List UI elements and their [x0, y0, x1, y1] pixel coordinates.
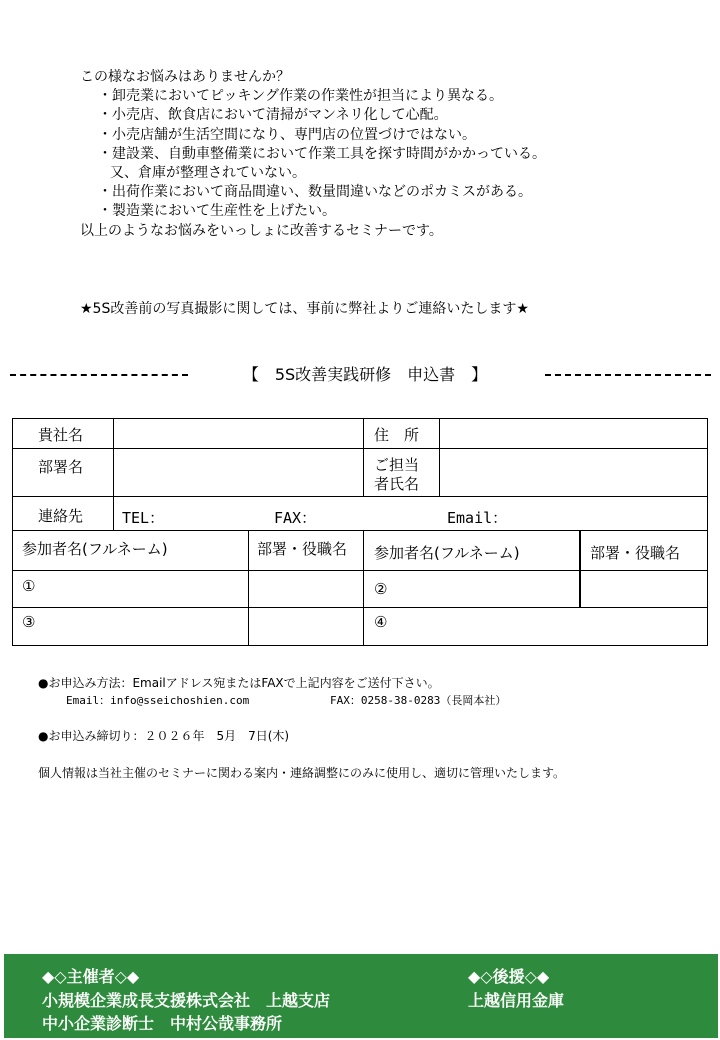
form-title-row — [0, 362, 720, 388]
intro-item: 又、倉庫が整理されていない。 — [110, 165, 306, 182]
dashed-divider-right — [545, 374, 711, 376]
contact-person-label — [374, 456, 419, 494]
address-label: 住 所 — [374, 426, 420, 444]
intro-item: ・建設業、自動車整備業において作業工具を探す時間がかかっている。 — [98, 145, 546, 162]
email-label: Email： — [447, 509, 508, 527]
dashed-divider-left — [10, 374, 188, 376]
intro-item: ・卸売業においてピッキング作業の作業性が担当により異なる。 — [98, 88, 504, 105]
contact-person-label-line: ご担当 — [374, 456, 420, 474]
intro-item: ・出荷作業において商品間違い、数量間違いなどのポカミスがある。 — [98, 184, 532, 201]
table-border — [12, 645, 708, 646]
privacy-notice: 個人情報は当社主催のセミナーに関わる案内・連絡調整にのみに使用し、適切に管理いたします。 — [38, 766, 566, 780]
table-col-line — [439, 418, 440, 497]
intro-section — [80, 68, 546, 241]
participant-role-header: 部署・役職名 — [590, 544, 681, 562]
organizer-label: ◆◇主催者◇◆ — [42, 967, 140, 986]
application-fax: FAX：0258-38-0283（長岡本社） — [330, 694, 507, 707]
table-border — [707, 418, 708, 646]
participant-number: ③ — [22, 613, 36, 631]
participant-number: ① — [22, 577, 36, 595]
application-email: Email：info@sseichoshien.com — [66, 694, 250, 707]
table-row-line — [12, 607, 708, 608]
table-border — [12, 418, 708, 419]
table-col-line — [113, 496, 114, 531]
application-deadline: ●お申込み締切り：２０２６年 5月 7日(木) — [38, 729, 290, 743]
participant-number: ② — [374, 580, 388, 598]
participant-name-header: 参加者名(フルネーム) — [374, 544, 520, 562]
table-col-line — [579, 530, 581, 608]
table-col-line — [363, 418, 364, 497]
organizer-company: 小規模企業成長支援株式会社 上越支店 — [42, 991, 331, 1010]
table-row-line — [12, 496, 708, 497]
intro-question: この様なお悩みはありませんか？ — [80, 69, 290, 85]
participant-name-header: 参加者名(フルネーム) — [22, 540, 168, 558]
contact-person-label-line: 者氏名 — [374, 475, 420, 493]
application-method: ●お申込み方法：Emailアドレス宛またはFAXで上記内容をご送付下さい。 — [38, 676, 440, 690]
department-input[interactable] — [120, 452, 358, 492]
fax-label: FAX： — [274, 509, 317, 527]
contact-person-input[interactable] — [444, 452, 702, 492]
table-col-line — [113, 418, 114, 497]
intro-item: ・製造業において生産性を上げたい。 — [98, 203, 336, 220]
support-label: ◆◇後援◇◆ — [468, 967, 550, 986]
tel-label: TEL： — [122, 509, 165, 527]
address-input[interactable] — [444, 421, 702, 445]
intro-closing: 以上のようなお悩みをいっしょに改善するセミナーです。 — [80, 222, 443, 239]
table-row-line — [12, 530, 708, 531]
table-border — [12, 418, 13, 646]
table-col-line — [248, 530, 249, 646]
participant-number: ④ — [374, 613, 388, 631]
table-col-line — [363, 530, 364, 646]
intro-item: ・小売店、飲食店において清掃がマンネリ化して心配。 — [98, 107, 448, 124]
photo-notice: ★5S改善前の写真撮影に関しては、事前に弊社よりご連絡いたします★ — [80, 301, 529, 317]
form-title: 【 5S改善実践研修 申込書 】 — [242, 365, 488, 384]
organizer-office: 中小企業診断士 中村公哉事務所 — [42, 1014, 283, 1033]
table-row-line — [12, 448, 708, 449]
support-org: 上越信用金庫 — [468, 991, 565, 1010]
participant-role-header: 部署・役職名 — [257, 540, 348, 558]
intro-item: ・小売店舗が生活空間になり、専門店の位置づけではない。 — [98, 126, 476, 143]
contact-label: 連絡先 — [38, 507, 84, 525]
table-row-line — [12, 570, 708, 571]
footer-organizer-banner — [4, 954, 718, 1038]
company-label: 貴社名 — [38, 426, 84, 444]
application-form-table — [12, 418, 708, 646]
department-label: 部署名 — [38, 458, 84, 476]
company-input[interactable] — [120, 421, 358, 445]
